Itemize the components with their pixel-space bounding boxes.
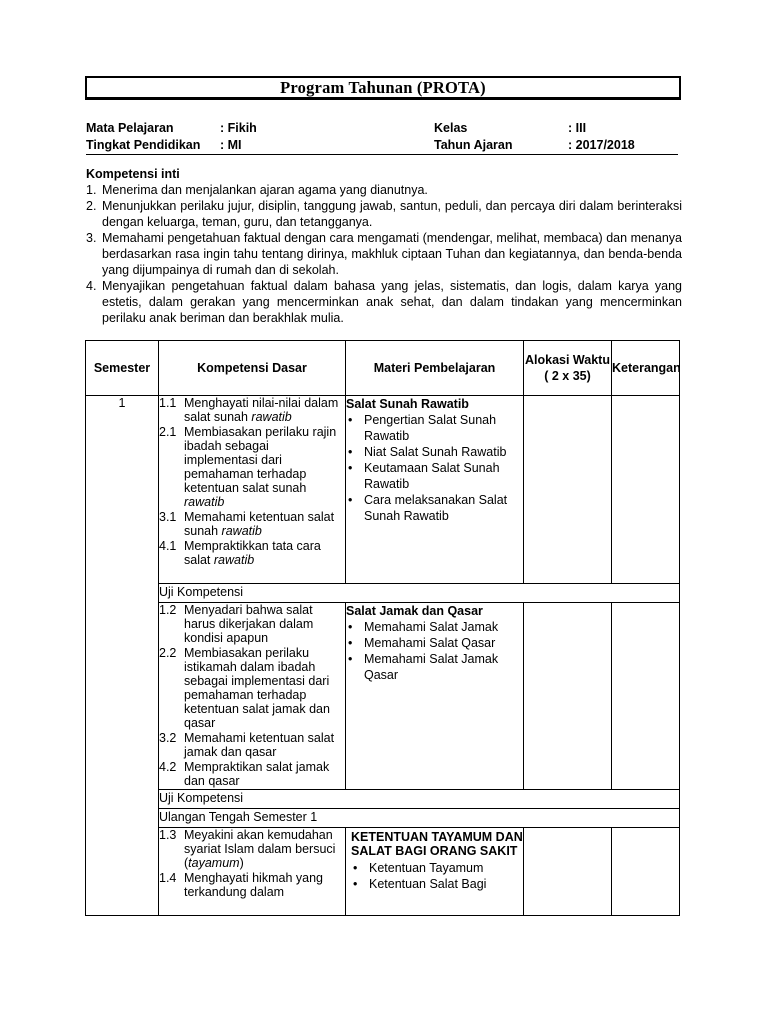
kd-cell (159, 828, 346, 916)
kd-number: 2.2 (159, 646, 177, 660)
kd-number: 3.2 (159, 731, 177, 745)
materi-heading: Salat Jamak dan Qasar (346, 604, 483, 618)
materi-list (351, 860, 523, 892)
semester-cell: 1 (86, 396, 159, 916)
kd-item (159, 396, 345, 424)
meta-row-2 (86, 137, 678, 154)
materi-cell (346, 603, 524, 790)
kd-text: Membiasakan perilaku istikamah dalam ibadah sebagai implementasi dari pemahaman terhadap ketentuan salat jamak dan qasar (184, 646, 330, 730)
uji-kompetensi-row: Uji Kompetensi (159, 790, 680, 809)
list-item: • Ketentuan Salat Bagi (351, 876, 523, 892)
meta-row-1 (86, 120, 678, 137)
kompetensi-inti-item (86, 278, 682, 326)
ki-number: 3. (86, 231, 97, 245)
tingkat-value: : MI (220, 138, 242, 152)
kompetensi-inti-item (86, 230, 682, 278)
ki-number: 2. (86, 199, 97, 213)
table-row (86, 584, 680, 603)
header-kompetensi-dasar: Kompetensi Dasar (159, 341, 346, 396)
ki-text: Menerima dan menjalankan ajaran agama yang dianutnya. (102, 183, 428, 197)
keterangan-cell (612, 396, 680, 584)
kd-item (159, 646, 345, 730)
kd-cell (159, 603, 346, 790)
ki-text: Menyajikan pengetahuan faktual dalam bahasa yang jelas, sistematis, dan logis, dalam karya yang estetis, dalam gerakan yang mencerminkan anak sehat, dan dalam tindakan yang mencerminkan perilaku anak beriman dan berakhlak mulia. (102, 279, 682, 325)
document-title: Program Tahunan (PROTA) (85, 76, 681, 100)
materi-cell (346, 396, 524, 584)
table-header-row (86, 341, 680, 396)
tahun-value: : 2017/2018 (568, 138, 635, 152)
table-row (86, 396, 680, 584)
kd-text: Memahami ketentuan salat jamak dan qasar (184, 731, 335, 759)
kompetensi-inti-item (86, 198, 682, 230)
kd-text: Mempraktikkan tata cara salat (184, 539, 321, 567)
ulangan-row: Ulangan Tengah Semester 1 (159, 809, 680, 828)
kd-number: 1.4 (159, 871, 177, 885)
kompetensi-inti-heading: Kompetensi inti (86, 167, 180, 181)
list-item: • Memahami Salat Jamak (346, 619, 523, 635)
kd-item (159, 871, 345, 899)
alokasi-cell (524, 396, 612, 584)
kd-text-end: ) (239, 856, 244, 870)
kd-item (159, 603, 345, 645)
kd-number: 1.2 (159, 603, 177, 617)
kompetensi-inti-item (86, 182, 682, 198)
table-row (86, 809, 680, 828)
kd-italic: tayamum (188, 856, 240, 870)
kd-italic: rawatib (184, 495, 225, 509)
table-row (86, 603, 680, 790)
kd-cell (159, 396, 346, 584)
kd-text: Memahami ketentuan salat sunah (184, 510, 335, 538)
ki-number: 1. (86, 183, 97, 197)
kd-item (159, 760, 345, 788)
kd-text: Meyakini akan kemudahan syariat Islam dalam bersuci ( (184, 828, 336, 870)
list-item: • Ketentuan Tayamum (351, 860, 523, 876)
materi-heading: Salat Sunah Rawatib (346, 397, 469, 411)
meta-divider (86, 154, 678, 155)
tingkat-label: Tingkat Pendidikan (86, 138, 201, 152)
alokasi-cell (524, 828, 612, 916)
kd-number: 1.1 (159, 396, 177, 410)
kd-number: 2.1 (159, 425, 177, 439)
alokasi-cell (524, 603, 612, 790)
list-item: • Niat Salat Sunah Rawatib (346, 444, 523, 460)
keterangan-cell (612, 828, 680, 916)
kd-item (159, 731, 345, 759)
kd-number: 4.2 (159, 760, 177, 774)
tahun-label: Tahun Ajaran (434, 138, 513, 152)
kelas-value: : III (568, 121, 587, 135)
prota-table (85, 340, 680, 916)
ki-text: Memahami pengetahuan faktual dengan cara mengamati (mendengar, melihat, membaca) dan menanya berdasarkan rasa ingin tahu tentang dirinya, makhluk ciptaan Tuhan dan kegiatannya, dan benda-benda yang dijumpainya di rumah dan di sekolah. (102, 231, 682, 277)
list-item: • Pengertian Salat Sunah Rawatib (346, 412, 523, 444)
kd-number: 1.3 (159, 828, 177, 842)
materi-heading: KETENTUAN TAYAMUM DAN SALAT BAGI ORANG SAKIT (351, 830, 523, 858)
header-semester: Semester (86, 341, 159, 396)
kd-italic: rawatib (251, 410, 292, 424)
keterangan-cell (612, 603, 680, 790)
materi-cell (346, 828, 524, 916)
materi-list (346, 412, 523, 524)
header-keterangan: Keterangan (612, 341, 680, 396)
list-item: • Memahami Salat Qasar (346, 635, 523, 651)
mata-pelajaran-label: Mata Pelajaran (86, 121, 174, 135)
document-meta (86, 120, 678, 154)
list-item: • Keutamaan Salat Sunah Rawatib (346, 460, 523, 492)
kompetensi-inti (86, 166, 682, 326)
kd-text: Membiasakan perilaku rajin ibadah sebagai implementasi dari pemahaman terhadap ketentuan salat sunah (184, 425, 337, 495)
kd-text: Menyadari bahwa salat harus dikerjakan dalam kondisi apapun (184, 603, 314, 645)
kd-number: 3.1 (159, 510, 177, 524)
table-row (86, 828, 680, 916)
table-row (86, 790, 680, 809)
mata-pelajaran-value: : Fikih (220, 121, 257, 135)
kd-item (159, 828, 345, 870)
kelas-label: Kelas (434, 121, 468, 135)
kd-text: Mempraktikan salat jamak dan qasar (184, 760, 330, 788)
kd-italic: rawatib (221, 524, 262, 538)
kd-italic: rawatib (213, 553, 255, 567)
kd-item (159, 539, 345, 567)
list-item: • Cara melaksanakan Salat Sunah Rawatib (346, 492, 523, 524)
ki-text: Menunjukkan perilaku jujur, disiplin, tanggung jawab, santun, peduli, dan percaya diri dalam berinteraksi dengan keluarga, teman, guru, dan tetangganya. (102, 199, 682, 229)
header-materi: Materi Pembelajaran (346, 341, 524, 396)
kd-text: Menghayati nilai-nilai dalam salat sunah (184, 396, 339, 424)
kd-number: 4.1 (159, 539, 177, 553)
header-alokasi: Alokasi Waktu ( 2 x 35) (524, 341, 612, 396)
materi-list (346, 619, 523, 683)
list-item: • Memahami Salat Jamak Qasar (346, 651, 523, 683)
kd-text: Menghayati hikmah yang terkandung dalam (184, 871, 323, 899)
ki-number: 4. (86, 279, 97, 293)
kd-item (159, 510, 345, 538)
kd-item (159, 425, 345, 509)
uji-kompetensi-row: Uji Kompetensi (159, 584, 680, 603)
